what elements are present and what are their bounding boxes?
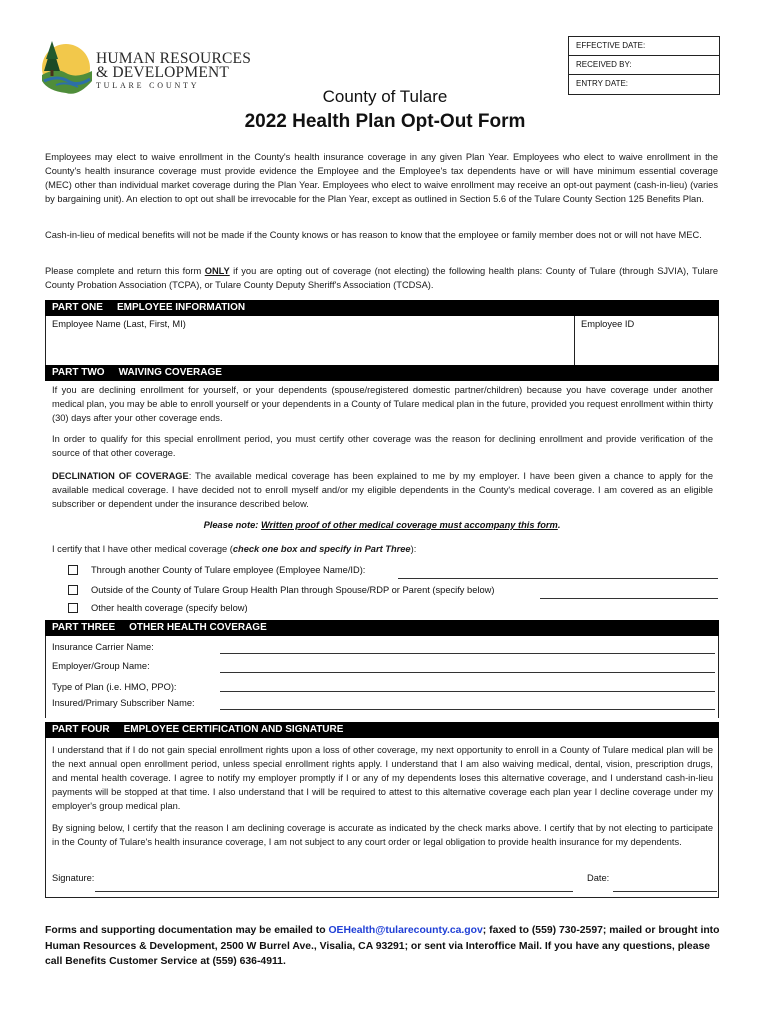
subscriber-name-label: Insured/Primary Subscriber Name:	[52, 698, 195, 708]
part-four-paragraph-1: I understand that if I do not gain special enrollment rights upon a loss of other coverage, my next opportunity to enroll in a County of Tulare medical plan will be the next annual open enrollment period, unless special enrollment rights apply. I understand that I am also waiving medical, dental, vision, prescription drugs, and mental health coverage. I agree to notify my employer promptly if I or any of my dependents loses this alternative coverage, and I understand cash-in-lieu payments will be stopped at that time. I also understand that I will be required to attest to this alternative coverage each plan year I decline coverage under my employer's group medical plan.	[52, 745, 713, 811]
submission-instructions	[45, 923, 725, 970]
part-one-title: EMPLOYEE INFORMATION	[116, 302, 246, 313]
part-two-title: WAIVING COVERAGE	[118, 367, 222, 378]
insurance-carrier-label: Insurance Carrier Name:	[52, 642, 154, 652]
certify-pre: I certify that I have other medical coverage (	[52, 544, 233, 554]
coverage-option-2-checkbox[interactable]	[68, 585, 78, 595]
declination-label: DECLINATION OF COVERAGE	[52, 471, 189, 481]
part-four-header	[45, 722, 719, 738]
employer-group-input[interactable]	[220, 672, 715, 673]
part-four-title: EMPLOYEE CERTIFICATION AND SIGNATURE	[123, 724, 344, 735]
part-three-header	[45, 620, 719, 636]
proof-note	[45, 520, 719, 530]
part-four-label: PART FOUR	[52, 724, 110, 735]
part-two-paragraph-1: If you are declining enrollment for yourself, or your dependents (spouse/registered domestic partner/children) because you have coverage under another medical plan, you may be able to enroll yourself or your dependents in a County of Tulare medical plan in the future, provided you request enrollment within thirty (30) days after your other coverage ends.	[52, 385, 713, 423]
certify-bold: check one box and specify in Part Three	[232, 544, 411, 554]
org-name-line2: & DEVELOPMENT	[96, 64, 230, 81]
org-county-line: TULARE COUNTY	[96, 81, 200, 90]
entry-date-field[interactable]: ENTRY DATE:	[576, 79, 629, 88]
note-prefix: Please note:	[203, 520, 261, 530]
employee-id-field[interactable]: Employee ID	[581, 319, 635, 329]
part-one-header	[45, 300, 719, 316]
intro-p3-only: ONLY	[204, 266, 230, 276]
form-title: 2022 Health Plan Opt-Out Form	[244, 111, 526, 132]
intro-paragraph-2: Cash-in-lieu of medical benefits will not be made if the County knows or has reason to know that the employee or family member does not or will not have MEC.	[45, 230, 702, 240]
employer-group-label: Employer/Group Name:	[52, 661, 150, 671]
insurance-carrier-input[interactable]	[220, 653, 715, 654]
employee-name-field[interactable]: Employee Name (Last, First, MI)	[52, 319, 186, 329]
part-one-divider	[574, 316, 575, 365]
signature-input[interactable]	[95, 891, 573, 892]
email-link[interactable]: OEHealth@tularecounty.ca.gov	[328, 925, 483, 936]
footer-pre: Forms and supporting documentation may be emailed to	[45, 925, 329, 936]
part-one-label: PART ONE	[52, 302, 103, 313]
coverage-option-1-checkbox[interactable]	[68, 565, 78, 575]
part-two-header	[45, 365, 719, 381]
part-two-paragraph-2: In order to qualify for this special enrollment period, you must certify other coverage was the reason for declining enrollment and provide verification of the source of that other coverage.	[52, 434, 713, 458]
note-suffix: .	[557, 520, 561, 530]
employee-name-id-line[interactable]	[398, 578, 718, 579]
part-three-label: PART THREE	[52, 622, 116, 633]
part-three-title: OTHER HEALTH COVERAGE	[129, 622, 267, 633]
note-text: Written proof of other medical coverage must accompany this form	[260, 520, 558, 530]
certify-post: ):	[410, 544, 417, 554]
declination-text: : The available medical coverage has been explained to me by my employer. I have been given a chance to apply for the available medical coverage. I have decided not to enroll myself and/or my eligible dependents in the County's medical coverage. I am covered as an eligible subscriber or dependent under the insurance described below.	[52, 471, 714, 509]
subscriber-name-input[interactable]	[220, 709, 715, 710]
org-name-line1: HUMAN RESOURCES	[96, 50, 252, 67]
intro-paragraph-3	[45, 264, 718, 292]
coverage-option-2-label: Outside of the County of Tulare Group Health Plan through Spouse/RDP or Parent (specify below)	[91, 585, 495, 595]
footer-post: ; faxed to (559) 730-2597; mailed or brought into Human Resources & Development, 2500 W Burrel Ave., Visalia, CA 93291; or sent via Interoffice Mail. If you have any questions, please call Benefits Customer Service at (559) 636-4911.	[45, 925, 720, 967]
intro-paragraph-1: Employees may elect to waive enrollment in the County's health insurance coverage in any given Plan Year. Employees who elect to waive enrollment in the County's health insurance coverage must provide evidence the Employee and the Employee's tax dependents have or will have minimum essential coverage (MEC) other than individual market coverage during the Plan Year. Employees who elect to waive enrollment may receive an opt-out payment (cash-in-lieu) (varies by bargaining unit). An election to opt out shall be irrevocable for the Plan Year, except as outlined in Section 5.6 of the Tulare County Section 125 Benefits Plan.	[45, 152, 718, 204]
intro-p3-post: if you are opting out of coverage (not electing) the following health plans: County of Tulare (through SJVIA), Tulare County Probation Association (TCPA), or Tulare County Deputy Sheriff's Association (TCDSA).	[45, 266, 718, 290]
county-title: County of Tulare	[322, 87, 448, 106]
signature-label: Signature:	[52, 873, 95, 883]
coverage-option-2-line[interactable]	[540, 598, 718, 599]
plan-type-input[interactable]	[220, 691, 715, 692]
coverage-option-1-label: Through another County of Tulare employee (Employee Name/ID):	[91, 565, 366, 575]
part-four-paragraph-2: By signing below, I certify that the reason I am declining coverage is accurate as indicated by the check marks above. I certify that by not electing to participate in the County of Tulare's health insurance coverage, I am not subject to any court order or legal obligation to provide health insurance for my dependents.	[52, 823, 713, 847]
date-input[interactable]	[613, 891, 717, 892]
date-label: Date:	[587, 873, 610, 883]
part-two-label: PART TWO	[52, 367, 105, 378]
coverage-option-3-checkbox[interactable]	[68, 603, 78, 613]
plan-type-label: Type of Plan (i.e. HMO, PPO):	[52, 682, 177, 692]
effective-date-field[interactable]: EFFECTIVE DATE:	[569, 37, 719, 56]
certify-statement	[52, 542, 713, 556]
intro-p3-pre: Please complete and return this form	[45, 266, 205, 276]
received-by-field[interactable]: RECEIVED BY:	[569, 56, 719, 75]
declination-paragraph	[52, 469, 713, 511]
coverage-option-3-label: Other health coverage (specify below)	[91, 603, 248, 613]
